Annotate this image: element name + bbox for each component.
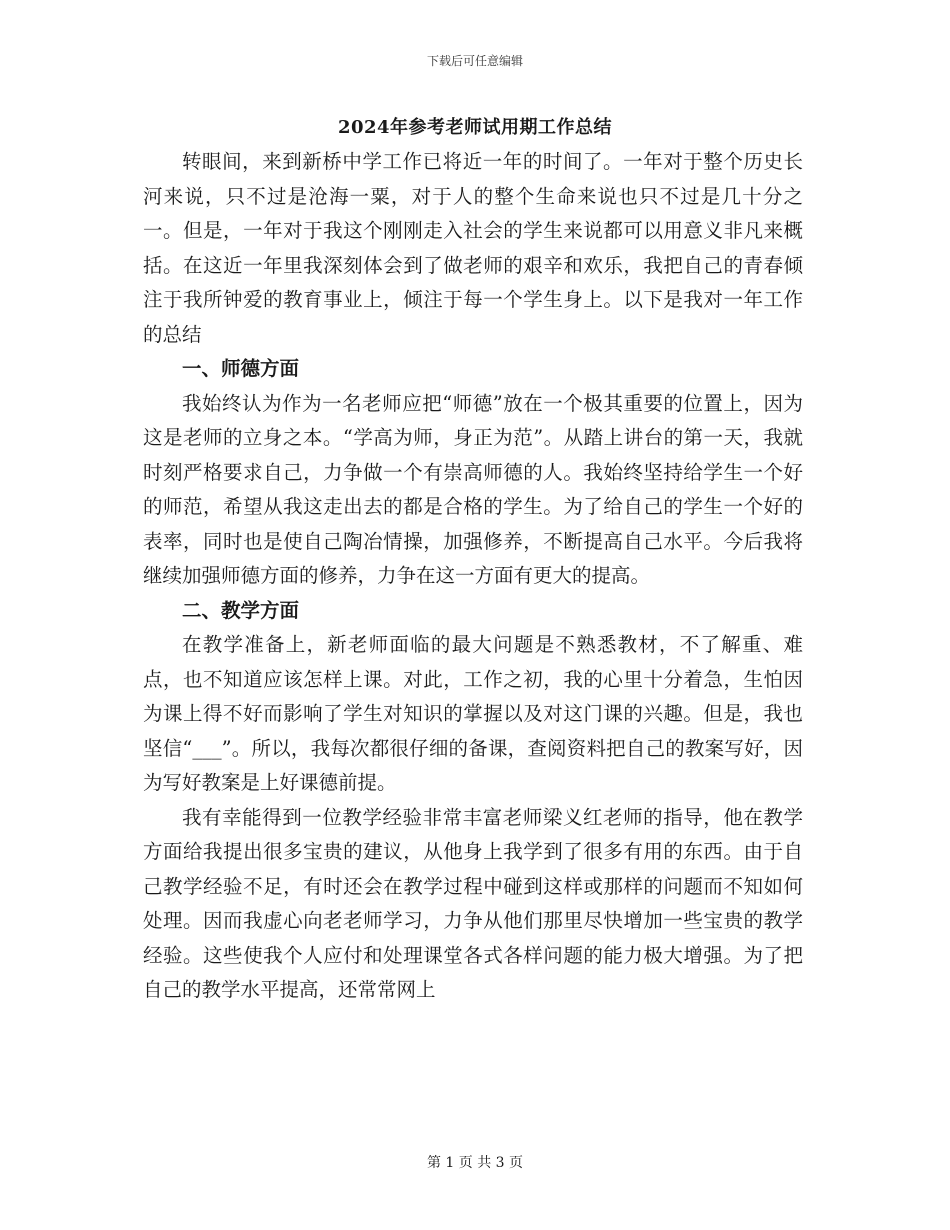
page-header-note: 下载后可任意编辑 <box>426 54 523 68</box>
section-paragraph: 我始终认为作为一名老师应把“师德”放在一个极其重要的位置上，因为这是老师的立身之本。“学高为师，身正为范”。从踏上讲台的第一天，我就时刻严格要求自己，力争做一个有崇高师德的人。我始终坚持给学生一个好的师范，希望从我这走出去的都是合格的学生。为了给自己的学生一个好的表率，同时也是使自己陶冶情操，加强修养，不断提高自己水平。今后我将继续加强师德方面的修养，力争在这一方面有更大的提高。 <box>143 391 803 587</box>
section-paragraph: 在教学准备上，新老师面临的最大问题是不熟悉教材，不了解重、难点，也不知道应该怎样上课。对此，工作之初，我的心里十分着急，生怕因为课上得不好而影响了学生对知识的掌握以及对这门课的兴趣。但是，我也坚信“___”。所以，我每次都很仔细的备课，查阅资料把自己的教案写好，因为写好教案是上好课德前提。 <box>143 633 803 794</box>
section-paragraph: 我有幸能得到一位教学经验非常丰富老师梁义红老师的指导，他在教学方面给我提出很多宝贵的建议，从他身上我学到了很多有用的东西。由于自己教学经验不足，有时还会在教学过程中碰到这样或那样的问题而不知如何处理。因而我虚心向老老师学习，力争从他们那里尽快增加一些宝贵的教学经验。这些使我个人应付和处理课堂各式各样问题的能力极大增强。为了把自己的教学水平提高，还常常网上 <box>143 805 803 1001</box>
section-heading-teaching: 二、教学方面 <box>182 598 300 622</box>
document-title: 2024年参考老师试用期工作总结 <box>337 117 613 138</box>
intro-paragraph: 转眼间，来到新桥中学工作已将近一年的时间了。一年对于整个历史长河来说，只不过是沧海一粟，对于人的整个生命来说也只不过是几十分之一。但是，一年对于我这个刚刚走入社会的学生来说都可以用意义非凡来概括。在这近一年里我深刻体会到了做老师的艰辛和欢乐，我把自己的青春倾注于我所钟爱的教育事业上，倾注于每一个学生身上。以下是我对一年工作的总结 <box>143 150 803 346</box>
section-heading-ethics: 一、师德方面 <box>182 357 300 380</box>
document-body <box>143 145 803 1008</box>
page-number: 第 1 页 共 3 页 <box>426 1155 524 1171</box>
